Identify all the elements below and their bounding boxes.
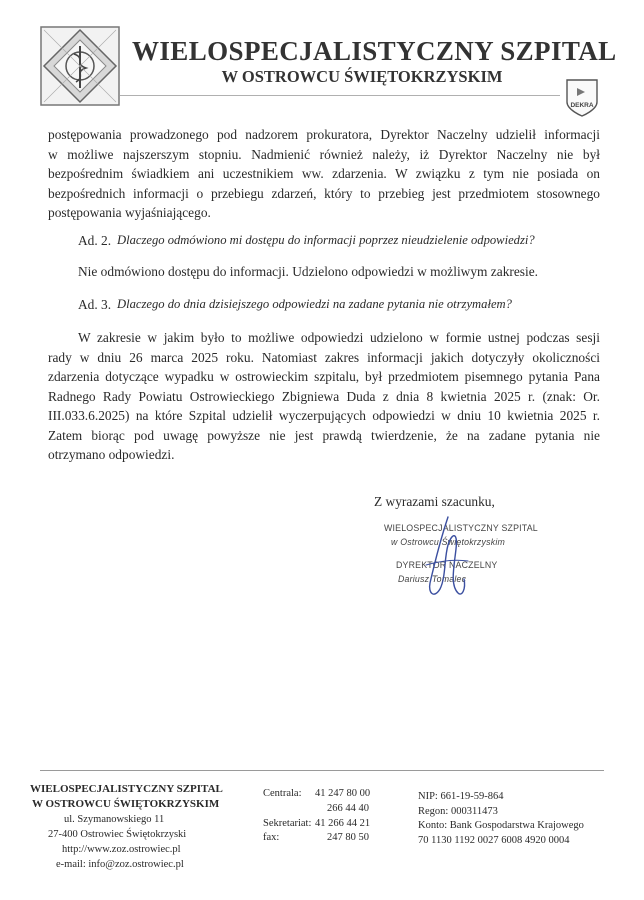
bank-account-number: 70 1130 1192 0027 6008 4920 0004 xyxy=(418,835,570,846)
ad3-question: Dlaczego do dnia dzisiejszego odpowiedzi na zadane pytania nie otrzymałem? xyxy=(117,297,512,311)
secretary-number: 41 266 44 21 xyxy=(315,818,371,829)
footer-street: ul. Szymanowskiego 11 xyxy=(64,814,165,825)
footer-postal: 27-400 Ostrowiec Świętokrzyski xyxy=(48,829,187,840)
text-line: postępowania wyjaśniającego. xyxy=(48,205,211,220)
fax-label: fax: xyxy=(263,832,280,843)
nip-number: NIP: 661-19-59-864 xyxy=(418,791,504,802)
ad2-question: Dlaczego odmówiono mi dostępu do informacji poprzez nieudzielenie odpowiedzi? xyxy=(117,233,535,247)
hospital-logo-icon xyxy=(40,26,120,106)
paragraph-3 xyxy=(48,330,600,470)
dekra-shield-icon xyxy=(565,78,599,118)
text-line: Radnego Rady Powiatu Ostrowieckiego Zbigniewa Duda z dnia 8 kwietnia 2025 r. (znak: Or. xyxy=(48,388,600,404)
central-label: Centrala: xyxy=(263,788,302,799)
stamp-line-2: w Ostrowcu Świętokrzyskim xyxy=(391,537,505,547)
paragraph-1 xyxy=(48,127,600,227)
central-number-1: 41 247 80 00 xyxy=(315,788,371,799)
text-line: III.033.6.2025) na które Szpital udzielił wyczerpujących odpowiedzi w dniu 10 kwietnia 2025 r. xyxy=(48,408,600,423)
text-line: zdarzenia dotyczące wypadku w ostrowieckim szpitalu, był przedmiotem pisemnego pytania Pana xyxy=(48,369,600,384)
closing-phrase: Z wyrazami szacunku, xyxy=(374,494,495,509)
fax-number: 247 80 50 xyxy=(327,832,369,843)
header-divider xyxy=(120,95,560,96)
footer-email-link[interactable]: e-mail: info@zoz.ostrowiec.pl xyxy=(56,859,184,870)
dekra-label: DEKRA xyxy=(570,102,594,109)
text-line: rady w dniu 26 marca 2025 roku. Natomiast zakres informacji jakich dotyczyły okoliczności xyxy=(48,349,600,365)
text-line: W zakresie w jakim było to możliwe odpowiedzi udzielono w formie ustnej podczas sesji xyxy=(78,330,600,345)
ad2-label: Ad. 2. xyxy=(78,233,112,248)
ad2-answer: Nie odmówiono dostępu do informacji. Udzielono odpowiedzi w możliwym zakresie. xyxy=(78,264,539,279)
ad3-label: Ad. 3. xyxy=(78,297,112,312)
hospital-city: W OSTROWCU ŚWIĘTOKRZYSKIM xyxy=(221,67,503,86)
regon-number: Regon: 000311473 xyxy=(418,806,498,817)
text-line: bezpośrednim świadkiem ani uczestnikiem ww. zdarzenia. W związku z tym nie posiada on xyxy=(48,166,600,181)
bank-name: Konto: Bank Gospodarstwa Krajowego xyxy=(418,820,584,831)
dekra-certification-badge xyxy=(565,78,599,118)
footer-org-name: WIELOSPECJALISTYCZNY SZPITAL xyxy=(30,783,223,795)
text-line: postępowania prowadzonego pod nadzorem prokuratora, Dyrektor Naczelny udzielił informacji xyxy=(48,127,600,142)
text-line: otrzymano odpowiedzi. xyxy=(48,447,175,462)
text-line: Zatem biorąc pod uwagę powyższe nie jest prawdą twierdzenie, że na zadane pytania nie xyxy=(48,427,600,443)
footer-divider xyxy=(40,770,604,771)
text-line: w możliwe najszerszym stopniu. Nadmienić również należy, iż Dyrektor Naczelny nie był xyxy=(48,146,600,162)
hospital-name: WIELOSPECJALISTYCZNY SZPITAL xyxy=(132,36,617,66)
secretary-label: Sekretariat: xyxy=(263,818,312,829)
text-line: bezpośrednich informacji o przebiegu zdarzeń, który to przebieg jest przedmiotem stosownego xyxy=(48,185,600,201)
stamp-line-4: Dariusz Tomalec xyxy=(398,574,467,584)
footer-org-city: W OSTROWCU ŚWIĘTOKRZYSKIM xyxy=(32,798,220,810)
stamp-line-3: DYREKTOR NACZELNY xyxy=(396,560,498,570)
central-number-2: 266 44 40 xyxy=(327,803,369,814)
stamp-line-1: WIELOSPECJALISTYCZNY SZPITAL xyxy=(384,523,538,533)
footer-website-link[interactable]: http://www.zoz.ostrowiec.pl xyxy=(62,844,181,855)
handwritten-signature xyxy=(400,505,550,615)
